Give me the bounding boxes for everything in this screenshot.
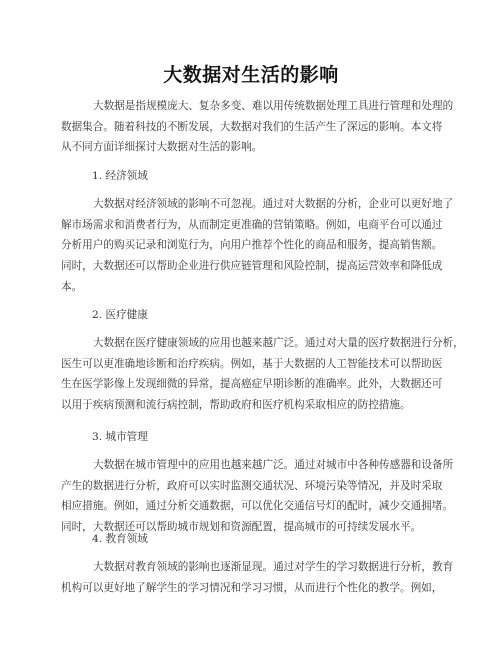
paragraph-line: 大数据在城市管理中的应用也越来越广泛。通过对城市中各种传感器和设备所 <box>93 459 454 471</box>
paragraph-line: 解市场需求和消费者行为，从而制定更准确的营销策略。例如，电商平台可以通过 <box>61 218 443 231</box>
section-paragraph-education <box>61 557 454 598</box>
paragraph-line: 本。 <box>61 280 83 293</box>
section-paragraph-city-management <box>61 455 454 538</box>
paragraph-line: 以用于疾病预测和流行病控制，帮助政府和医疗机构采取相应的防控措施。 <box>61 399 411 412</box>
intro-line: 数据集合。随着科技的不断发展，大数据对我们的生活产生了深远的影响。本文将 <box>61 120 443 133</box>
section-paragraph-economy <box>61 194 454 298</box>
section-heading-city-management: 3. 城市管理 <box>92 431 148 443</box>
section-heading-healthcare: 2. 医疗健康 <box>92 309 148 321</box>
paragraph-line: 大数据对经济领域的影响不可忽视。通过对大数据的分析，企业可以更好地了 <box>93 198 454 210</box>
paragraph-line: 大数据对教育领域的影响也逐渐显现。通过对学生的学习数据进行分析，教育 <box>93 561 454 573</box>
paragraph-line: 生在医学影像上发现细微的异常，提高癌症早期诊断的准确率。此外，大数据还可 <box>61 378 443 391</box>
intro-paragraph <box>61 96 454 158</box>
section-heading-education: 4. 教育领域 <box>92 533 148 545</box>
section-heading-economy: 1. 经济领域 <box>92 170 148 182</box>
paragraph-line: 产生的数据进行分析，政府可以实时监测交通状况、环境污染等情况，并及时采取 <box>61 479 443 492</box>
paragraph-line: 同时，大数据还可以帮助城市规划和资源配置，提高城市的可持续发展水平。 <box>61 521 422 534</box>
paragraph-line: 医生可以更准确地诊断和治疗疾病。例如，基于大数据的人工智能技术可以帮助医 <box>61 357 443 370</box>
section-paragraph-healthcare <box>61 333 464 416</box>
paragraph-line: 大数据在医疗健康领域的应用也越来越广泛。通过对大量的医疗数据进行分析， <box>93 337 464 349</box>
paragraph-line: 相应措施。例如，通过分析交通数据，可以优化交通信号灯的配时，减少交通拥堵。 <box>61 500 453 513</box>
paragraph-line: 分析用户的购买记录和浏览行为，向用户推荐个性化的商品和服务，提高销售额。 <box>61 239 443 252</box>
document-title: 大数据对生活的影响 <box>163 64 339 86</box>
paragraph-line: 同时，大数据还可以帮助企业进行供应链管理和风险控制，提高运营效率和降低成 <box>61 260 443 273</box>
intro-line: 从不同方面详细探讨大数据对生活的影响。 <box>61 141 263 154</box>
paragraph-line: 机构可以更好地了解学生的学习情况和学习习惯，从而进行个性化的教学。例如， <box>61 581 443 594</box>
intro-line: 大数据是指规模庞大、复杂多变、难以用传统数据处理工具进行管理和处理的 <box>93 100 454 112</box>
